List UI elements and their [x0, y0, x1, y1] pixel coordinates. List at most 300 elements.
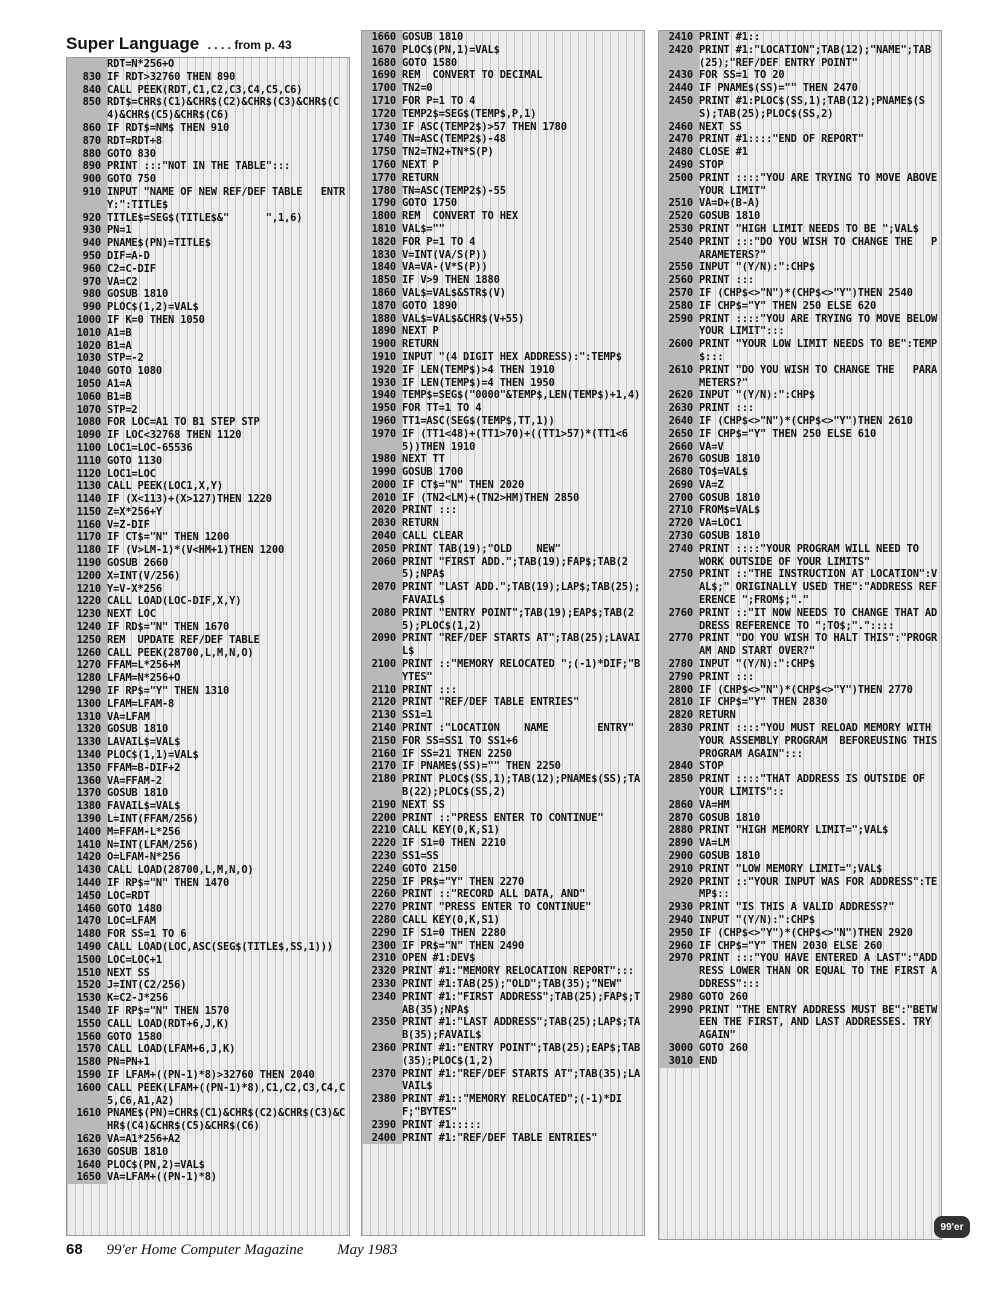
- code-line: [362, 351, 644, 364]
- code-line: [659, 402, 941, 415]
- code-text: IF (CHP$<>"N")*(CHP$<>"Y")THEN 2770: [699, 683, 913, 696]
- line-number: 1640: [67, 1159, 107, 1172]
- code-line: [67, 954, 349, 967]
- code-text: NEXT SS: [699, 120, 742, 133]
- code-text: STP=2: [107, 403, 138, 416]
- line-number: 860: [67, 122, 107, 135]
- line-number: 2050: [362, 543, 402, 556]
- code-text: RDT=RDT+8: [107, 134, 162, 147]
- line-number: 2840: [659, 760, 699, 773]
- code-text: PRINT TAB(19);"OLD NEW": [402, 542, 561, 555]
- code-text: GOSUB 1810: [402, 31, 464, 43]
- code-text: CALL PEEK(28700,L,M,N,O): [107, 646, 254, 659]
- code-text: FROM$=VAL$: [699, 504, 761, 517]
- code-text: PRINT #1::::"END OF REPORT": [699, 133, 864, 146]
- code-line: [659, 530, 941, 543]
- line-number: 2250: [362, 876, 402, 889]
- line-number: 2500: [659, 172, 699, 198]
- line-number: 940: [67, 237, 107, 250]
- code-text: O=LFAM-N*256: [107, 851, 181, 864]
- code-line: [67, 915, 349, 928]
- line-number: 1350: [67, 762, 107, 775]
- code-line: [362, 760, 644, 773]
- line-number: 2930: [659, 901, 699, 914]
- code-line: [362, 313, 644, 326]
- code-text: GOTO 830: [107, 147, 156, 160]
- code-text: IF SS=21 THEN 2250: [402, 747, 512, 760]
- listing-column-1: [66, 57, 350, 1236]
- code-text: IF V>9 THEN 1880: [402, 274, 500, 287]
- code-line: [67, 1171, 349, 1184]
- line-number: 840: [67, 84, 107, 97]
- line-number: 2600: [659, 338, 699, 364]
- code-line: [362, 377, 644, 390]
- line-number: 1410: [67, 839, 107, 852]
- line-number: 1650: [67, 1171, 107, 1184]
- code-line: [362, 69, 644, 82]
- code-line: [67, 212, 349, 225]
- line-number: 2440: [659, 82, 699, 95]
- code-line: [362, 1016, 644, 1042]
- line-number: 1860: [362, 287, 402, 300]
- code-line: [362, 1119, 644, 1132]
- code-line: [67, 352, 349, 365]
- line-number: 1930: [362, 377, 402, 390]
- line-number: 1690: [362, 69, 402, 82]
- code-line: [362, 82, 644, 95]
- code-text: FFAM=L*256+M: [107, 659, 181, 672]
- code-text: IF RD$="N" THEN 1670: [107, 621, 230, 634]
- code-line: [362, 888, 644, 901]
- code-text: PNAME$(PN)=TITLE$: [107, 237, 211, 250]
- code-line: [67, 186, 349, 212]
- line-number: 3000: [659, 1042, 699, 1055]
- line-number: 1370: [67, 787, 107, 800]
- code-text: CALL KEY(0,K,S1): [402, 913, 500, 926]
- code-line: [362, 850, 644, 863]
- line-number: 1260: [67, 647, 107, 660]
- code-text: IF PNAME$(SS)="" THEN 2250: [402, 760, 561, 773]
- line-number: 1110: [67, 455, 107, 468]
- line-number: 2760: [659, 607, 699, 633]
- code-text: LOC=LOC+1: [107, 953, 162, 966]
- line-number: 1380: [67, 800, 107, 813]
- code-line: [67, 1159, 349, 1172]
- line-number: 1820: [362, 236, 402, 249]
- code-text: PRINT :::"YOU HAVE ENTERED A LAST":"ADDRESS LOWER THAN OR EQUAL TO THE FIRST ADDRESS":::: [699, 952, 938, 990]
- line-number: 950: [67, 250, 107, 263]
- code-text: IF K=0 THEN 1050: [107, 313, 205, 326]
- line-number: 2810: [659, 696, 699, 709]
- code-line: [67, 276, 349, 289]
- line-number: 1960: [362, 415, 402, 428]
- line-number: 2230: [362, 850, 402, 863]
- line-number: 2330: [362, 978, 402, 991]
- line-number: 1340: [67, 749, 107, 762]
- code-text: CALL LOAD(LOC-DIF,X,Y): [107, 595, 242, 608]
- code-text: B1=A: [107, 339, 132, 352]
- code-line: [67, 762, 349, 775]
- code-text: PRINT "HIGH LIMIT NEEDS TO BE ";VAL$: [699, 222, 919, 235]
- line-number: 1900: [362, 338, 402, 351]
- code-text: L=INT(FFAM/256): [107, 813, 199, 826]
- code-text: IF (CHP$<>"N")*(CHP$<>"Y")THEN 2610: [699, 414, 913, 427]
- line-number: 1240: [67, 621, 107, 634]
- code-line: [67, 941, 349, 954]
- code-text: FAVAIL$=VAL$: [107, 800, 181, 813]
- code-text: INPUT "(4 DIGIT HEX ADDRESS):":TEMP$: [402, 350, 622, 363]
- code-text: PRINT :::: [699, 274, 754, 287]
- code-text: LOC=LFAM: [107, 915, 156, 928]
- line-number: 2060: [362, 556, 402, 582]
- code-text: SS1=SS: [402, 850, 439, 862]
- line-number: 830: [67, 71, 107, 84]
- line-number: 2620: [659, 389, 699, 402]
- line-number: 930: [67, 224, 107, 237]
- article-header: [66, 34, 292, 54]
- code-line: [67, 839, 349, 852]
- code-text: TITLE$=SEG$(TITLE$&" ",1,6): [107, 211, 303, 224]
- code-line: [67, 800, 349, 813]
- code-line: [362, 709, 644, 722]
- code-line: [362, 479, 644, 492]
- code-line: [67, 877, 349, 890]
- line-number: 1980: [362, 453, 402, 466]
- line-number: 1610: [67, 1107, 107, 1133]
- code-line: [67, 250, 349, 263]
- code-text: PRINT PLOC$(SS,1);TAB(12);PNAME$(SS);TAB(22);PLOC$(SS,2): [402, 773, 641, 799]
- code-line: [362, 684, 644, 697]
- line-number: 2830: [659, 722, 699, 760]
- code-line: [362, 338, 644, 351]
- line-number: 2950: [659, 927, 699, 940]
- line-number: 2850: [659, 773, 699, 799]
- code-line: [659, 568, 941, 606]
- code-text: VA=FFAM-2: [107, 774, 162, 787]
- code-line: [362, 812, 644, 825]
- code-line: [362, 159, 644, 172]
- code-text: FFAM=B-DIF+2: [107, 761, 181, 774]
- code-text: REM CONVERT TO DECIMAL: [402, 69, 543, 82]
- code-line: [659, 146, 941, 159]
- line-number: 2180: [362, 773, 402, 799]
- code-text: NEXT P: [402, 325, 439, 338]
- line-number: 2670: [659, 453, 699, 466]
- line-number: 1550: [67, 1018, 107, 1031]
- code-line: [67, 493, 349, 506]
- line-number: 1570: [67, 1043, 107, 1056]
- code-line: [659, 901, 941, 914]
- code-line: [659, 95, 941, 121]
- line-number: 1420: [67, 851, 107, 864]
- code-line: [67, 557, 349, 570]
- code-line: [67, 378, 349, 391]
- code-text: OPEN #1:DEV$: [402, 952, 476, 965]
- line-number: 1010: [67, 327, 107, 340]
- code-text: INPUT "(Y/N):":CHP$: [699, 658, 816, 671]
- code-text: NEXT TT: [402, 453, 445, 466]
- code-text: GOSUB 1810: [699, 453, 761, 466]
- code-text: PRINT "REF/DEF STARTS AT";TAB(25);LAVAIL$: [402, 632, 641, 658]
- code-line: [659, 760, 941, 773]
- code-line: [67, 698, 349, 711]
- code-line: [362, 274, 644, 287]
- line-number: 1390: [67, 813, 107, 826]
- code-text: IF RDT>32760 THEN 890: [107, 70, 236, 83]
- code-line: [67, 224, 349, 237]
- code-line: [659, 44, 941, 70]
- line-number: 2450: [659, 95, 699, 121]
- code-text: VAL$=VAL$&STR$(V): [402, 286, 506, 299]
- line-number: 2200: [362, 812, 402, 825]
- code-line: [67, 672, 349, 685]
- code-line: [659, 287, 941, 300]
- line-number: 2150: [362, 735, 402, 748]
- code-text: VA=LFAM+((PN-1)*8): [107, 1171, 217, 1184]
- code-text: INPUT "NAME OF NEW REF/DEF TABLE ENTRY:":TITLE$: [107, 185, 346, 211]
- code-line: [67, 1107, 349, 1133]
- code-line: [362, 530, 644, 543]
- line-number: 1620: [67, 1133, 107, 1146]
- code-line: [659, 504, 941, 517]
- line-number: 1230: [67, 608, 107, 621]
- code-text: IF RP$="Y" THEN 1310: [107, 685, 230, 698]
- line-number: 2710: [659, 504, 699, 517]
- code-text: PRINT "LOW MEMORY LIMIT=";VAL$: [699, 862, 883, 875]
- line-number: 2120: [362, 696, 402, 709]
- line-number: 2490: [659, 159, 699, 172]
- code-line: [67, 1018, 349, 1031]
- line-number: 900: [67, 173, 107, 186]
- code-line: [67, 1133, 349, 1146]
- line-number: 1910: [362, 351, 402, 364]
- code-text: CALL PEEK(LFAM+((PN-1)*8),C1,C2,C3,C4,C5,C6,A1,A2): [107, 1081, 346, 1107]
- code-text: TO$=VAL$: [699, 466, 748, 479]
- line-number: 2190: [362, 799, 402, 812]
- line-number: 1170: [67, 531, 107, 544]
- line-number: 1590: [67, 1069, 107, 1082]
- line-number: 2580: [659, 300, 699, 313]
- line-number: 850: [67, 96, 107, 122]
- code-line: [362, 389, 644, 402]
- line-number: 2550: [659, 261, 699, 274]
- code-line: [362, 453, 644, 466]
- code-text: VAL$="": [402, 222, 445, 235]
- line-number: 1100: [67, 442, 107, 455]
- code-text: LAVAIL$=VAL$: [107, 736, 181, 749]
- code-line: [659, 837, 941, 850]
- code-line: [67, 340, 349, 353]
- listing-column-3: [658, 30, 942, 1240]
- code-line: [67, 429, 349, 442]
- line-number: 2610: [659, 364, 699, 390]
- line-number: 1330: [67, 736, 107, 749]
- line-number: 2980: [659, 991, 699, 1004]
- code-text: IF LEN(TEMP$)=4 THEN 1950: [402, 376, 555, 389]
- code-line: [659, 479, 941, 492]
- line-number: 2430: [659, 69, 699, 82]
- line-number: 1870: [362, 300, 402, 313]
- code-line: [659, 991, 941, 1004]
- line-number: 1660: [362, 31, 402, 44]
- line-number: 1760: [362, 159, 402, 172]
- code-text: PLOC$(PN,2)=VAL$: [107, 1158, 205, 1171]
- code-text: PRINT #1:"LAST ADDRESS";TAB(25);LAP$;TAB(35);FAVAIL$: [402, 1016, 641, 1042]
- code-text: PRINT ::"MEMORY RELOCATED ";(-1)*DIF;"BYTES": [402, 658, 641, 683]
- code-line: [67, 685, 349, 698]
- code-line: [362, 824, 644, 837]
- line-number: 1920: [362, 364, 402, 377]
- code-text: FOR SS=1 TO 20: [699, 69, 785, 82]
- code-line: [362, 236, 644, 249]
- line-number: 910: [67, 186, 107, 212]
- code-line: [362, 210, 644, 223]
- code-text: END: [699, 1054, 718, 1067]
- line-number: 2240: [362, 863, 402, 876]
- code-text: PNAME$(PN)=CHR$(C1)&CHR$(C2)&CHR$(C3)&CHR$(C4)&CHR$(C5)&CHR$(C6): [107, 1107, 346, 1133]
- code-line: [67, 442, 349, 455]
- code-line: [67, 173, 349, 186]
- line-number: 1250: [67, 634, 107, 647]
- line-number: 1850: [362, 274, 402, 287]
- code-line: [659, 773, 944, 799]
- line-number: 2520: [659, 210, 699, 223]
- line-number: 1060: [67, 391, 107, 404]
- code-text: PRINT "DO YOU WISH TO CHANGE THE PARAMETERS?": [699, 363, 938, 389]
- code-text: PRINT :::: [699, 670, 754, 683]
- code-text: IF RP$="N" THEN 1570: [107, 1004, 230, 1017]
- code-line: [362, 632, 644, 658]
- code-text: STP=-2: [107, 352, 144, 365]
- code-line: [659, 658, 941, 671]
- code-text: X=INT(V/256): [107, 569, 181, 582]
- code-text: IF CT$="N" THEN 2020: [402, 478, 525, 491]
- line-number: 2310: [362, 952, 402, 965]
- code-line: [659, 940, 941, 953]
- code-text: LFAM=N*256+O: [107, 672, 181, 685]
- article-title: Super Language: [66, 34, 200, 53]
- code-line: [67, 583, 349, 596]
- code-line: [362, 722, 644, 735]
- code-text: GOSUB 1810: [699, 850, 761, 862]
- line-number: 1050: [67, 378, 107, 391]
- line-number: 1990: [362, 466, 402, 479]
- code-text: IF LFAM+((PN-1)*8)>32760 THEN 2040: [107, 1068, 315, 1081]
- code-text: CALL CLEAR: [402, 530, 464, 543]
- code-text: TEMP2$=SEG$(TEMP$,P,1): [402, 107, 537, 120]
- code-text: PRINT "IS THIS A VALID ADDRESS?": [699, 901, 895, 914]
- code-text: Y=V-X*256: [107, 582, 162, 595]
- code-text: PRINT "YOUR LOW LIMIT NEEDS TO BE":TEMP$:::: [699, 338, 938, 363]
- code-text: NEXT SS: [107, 966, 150, 979]
- code-line: [67, 1056, 349, 1069]
- line-number: 2460: [659, 121, 699, 134]
- code-text: N=INT(LFAM/256): [107, 838, 199, 851]
- line-number: 1710: [362, 95, 402, 108]
- code-line: [362, 556, 644, 582]
- line-number: 1220: [67, 595, 107, 608]
- code-text: C2=C-DIF: [107, 262, 156, 275]
- code-line: [67, 711, 349, 724]
- line-number: 2820: [659, 709, 699, 722]
- line-number: 1670: [362, 44, 402, 57]
- line-number: 1540: [67, 1005, 107, 1018]
- code-text: GOTO 1480: [107, 902, 162, 915]
- code-text: PRINT "PRESS ENTER TO CONTINUE": [402, 901, 592, 914]
- line-number: 2510: [659, 197, 699, 210]
- code-text: GOTO 260: [699, 990, 748, 1003]
- code-text: RETURN: [402, 171, 439, 184]
- code-text: PRINT :::"DO YOU WISH TO CHANGE THE PARAMETERS?": [699, 235, 938, 261]
- code-line: [659, 261, 941, 274]
- code-text: IF (CHP$<>"N")*(CHP$<>"Y")THEN 2540: [699, 286, 913, 299]
- code-text: PRINT ::::"THAT ADDRESS IS OUTSIDE OF YOUR LIMITS"::: [699, 773, 944, 799]
- code-text: GOSUB 1700: [402, 466, 464, 479]
- code-line: [659, 364, 941, 390]
- code-line: [362, 901, 644, 914]
- line-number: 3010: [659, 1055, 699, 1068]
- code-text: GOSUB 1810: [699, 491, 761, 504]
- code-text: GOTO 1080: [107, 365, 162, 378]
- code-text: PRINT "REF/DEF TABLE ENTRIES": [402, 696, 580, 709]
- line-number: 920: [67, 212, 107, 225]
- line-number: 1520: [67, 979, 107, 992]
- line-number: 1560: [67, 1031, 107, 1044]
- code-text: V=Z-DIF: [107, 518, 150, 531]
- line-number: 2030: [362, 517, 402, 530]
- code-text: RETURN: [699, 709, 736, 722]
- code-line: [67, 531, 349, 544]
- code-text: INPUT "(Y/N):":CHP$: [699, 913, 816, 926]
- code-line: [362, 581, 644, 607]
- code-text: IF LEN(TEMP$)>4 THEN 1910: [402, 363, 555, 376]
- line-number: 2700: [659, 492, 699, 505]
- code-line: [659, 927, 941, 940]
- line-number: 2920: [659, 876, 699, 902]
- code-text: PRINT :::"NOT IN THE TABLE":::: [107, 160, 291, 173]
- line-number: 1510: [67, 967, 107, 980]
- line-number: 1090: [67, 429, 107, 442]
- code-text: FOR TT=1 TO 4: [402, 402, 482, 415]
- line-number: 2630: [659, 402, 699, 415]
- line-number: 2470: [659, 133, 699, 146]
- line-number: 1300: [67, 698, 107, 711]
- line-number: 1280: [67, 672, 107, 685]
- code-line: [659, 415, 941, 428]
- code-text: VAL$=VAL$&CHR$(V+55): [402, 312, 525, 325]
- code-line: [67, 1031, 349, 1044]
- code-text: IF CHP$="Y" THEN 250 ELSE 610: [699, 427, 877, 440]
- code-text: IF (TT1<48)+(TT1>70)+((TT1>57)*(TT1<65))THEN 1910: [402, 427, 628, 453]
- line-number: 2280: [362, 914, 402, 927]
- line-number: 970: [67, 276, 107, 289]
- code-line: [362, 863, 644, 876]
- code-text: IF (V>LM-1)*(V<HM+1)THEN 1200: [107, 544, 285, 557]
- line-number: 2570: [659, 287, 699, 300]
- code-text: CALL LOAD(LOC,ASC(SEG$(TITLE$,SS,1))): [107, 940, 333, 953]
- line-number: 870: [67, 135, 107, 148]
- code-text: PLOC$(1,1)=VAL$: [107, 749, 199, 762]
- code-line: [67, 826, 349, 839]
- code-line: [362, 492, 644, 505]
- code-text: TEMP$=SEG$("0000"&TEMP$,LEN(TEMP$)+1,4): [402, 389, 641, 402]
- code-line: [659, 632, 941, 658]
- code-text: NEXT P: [402, 158, 439, 171]
- line-number: 2530: [659, 223, 699, 236]
- code-line: [659, 671, 941, 684]
- code-text: FOR P=1 TO 4: [402, 235, 476, 248]
- code-text: VA=HM: [699, 798, 730, 811]
